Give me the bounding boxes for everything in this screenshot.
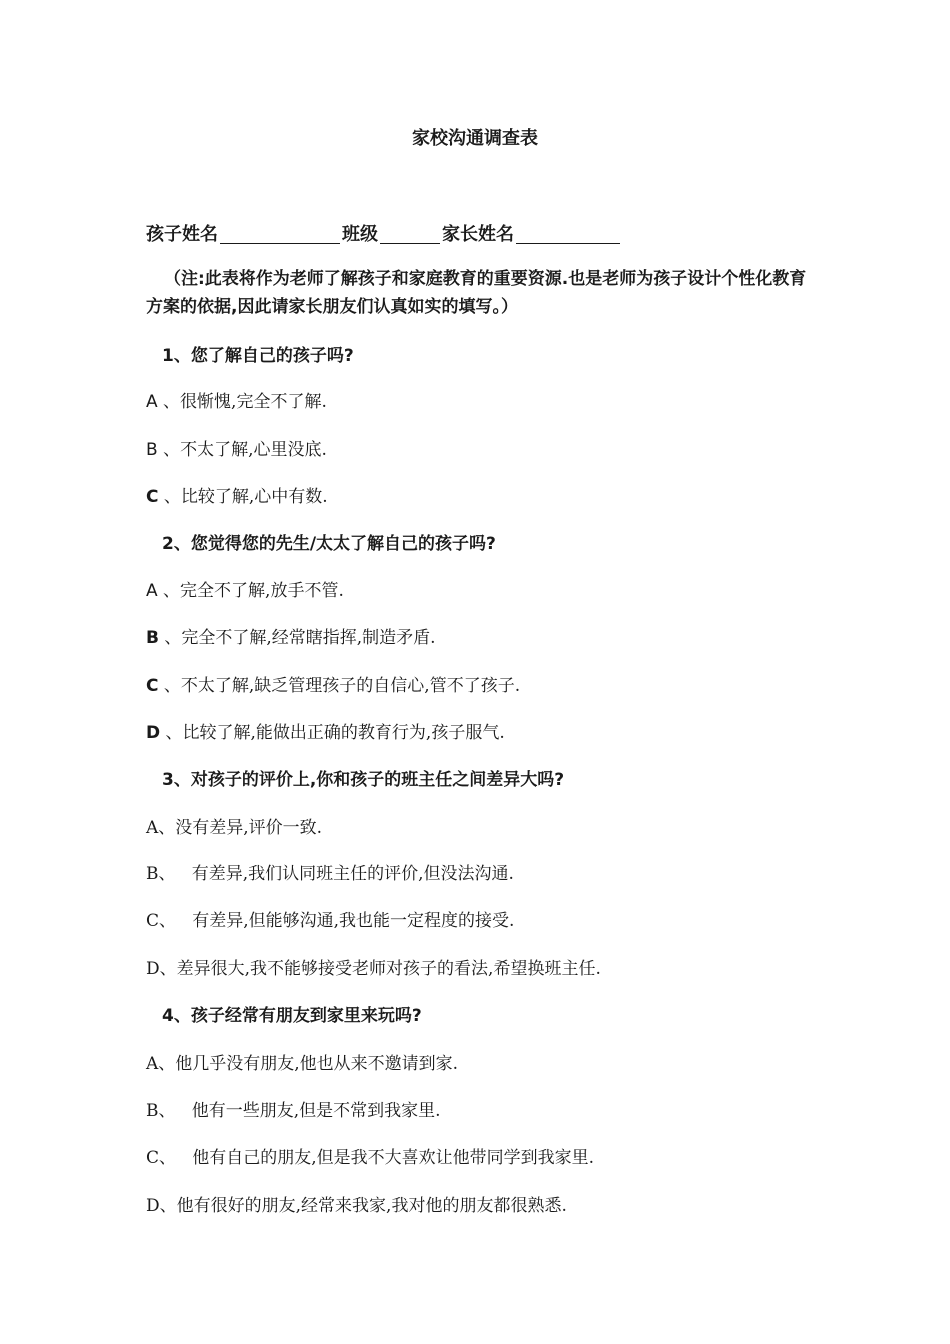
option-text: 他有很好的朋友,经常来我家,我对他的朋友都很熟悉. — [176, 1196, 567, 1216]
option-text: 差异很大,我不能够接受老师对孩子的看法,希望换班主任. — [176, 959, 601, 979]
option-letter: A — [146, 1054, 159, 1074]
info-line — [146, 220, 622, 246]
option-4a: A、他几乎没有朋友,他也从来不邀请到家. — [146, 1054, 459, 1074]
option-letter: C — [146, 487, 159, 507]
option-3b: B、 有差异,我们认同班主任的评价,但没法沟通. — [146, 864, 514, 884]
option-text: 比较了解,心中有数. — [180, 487, 328, 507]
option-letter: A — [146, 392, 158, 412]
question-1: 1、您了解自己的孩子吗? — [162, 346, 354, 366]
option-4c: C、 他有自己的朋友,但是我不大喜欢让他带同学到我家里. — [146, 1148, 595, 1168]
option-1c: C 、比较了解,心中有数. — [146, 487, 328, 507]
question-4: 4、孩子经常有朋友到家里来玩吗? — [162, 1006, 422, 1026]
option-letter: A — [146, 581, 158, 601]
option-letter: B — [146, 628, 159, 648]
option-text: 他有一些朋友,但是不常到我家里. — [191, 1101, 441, 1121]
option-text: 有差异,但能够沟通,我也能一定程度的接受. — [192, 911, 515, 931]
option-text: 完全不了解,经常瞎指挥,制造矛盾. — [181, 628, 436, 648]
option-letter: C — [146, 1148, 160, 1168]
option-text: 比较了解,能做出正确的教育行为,孩子服气. — [182, 723, 505, 743]
child-name-label: 孩子姓名 — [146, 224, 218, 245]
page-title: 家校沟通调查表 — [412, 128, 538, 149]
option-letter: D — [146, 723, 161, 743]
parent-name-label: 家长姓名 — [442, 224, 514, 245]
option-letter: B — [146, 864, 159, 884]
option-letter: D — [146, 959, 160, 979]
question-3: 3、对孩子的评价上,你和孩子的班主任之间差异大吗? — [162, 770, 565, 790]
option-letter: C — [146, 911, 160, 931]
option-2d: D 、比较了解,能做出正确的教育行为,孩子服气. — [146, 723, 505, 743]
option-letter: D — [146, 1196, 160, 1216]
option-1b: B 、不太了解,心里没底. — [146, 440, 327, 460]
question-2: 2、您觉得您的先生/太太了解自己的孩子吗? — [162, 534, 496, 554]
option-letter: B — [146, 440, 158, 460]
option-2a: A 、完全不了解,放手不管. — [146, 581, 344, 601]
option-4d: D、他有很好的朋友,经常来我家,我对他的朋友都很熟悉. — [146, 1196, 567, 1216]
class-label: 班级 — [342, 224, 378, 245]
note-paragraph: （注:此表将作为老师了解孩子和家庭教育的重要资源.也是老师为孩子设计个性化教育方案的依据,因此请家长朋友们认真如实的填写。） — [146, 269, 807, 317]
option-text: 他有自己的朋友,但是我不大喜欢让他带同学到我家里. — [192, 1148, 595, 1168]
option-text: 不太了解,心里没底. — [180, 440, 327, 460]
option-2c: C 、不太了解,缺乏管理孩子的自信心,管不了孩子. — [146, 676, 521, 696]
option-2b: B 、完全不了解,经常瞎指挥,制造矛盾. — [146, 628, 436, 648]
option-1a: A 、很惭愧,完全不了解. — [146, 392, 327, 412]
class-blank[interactable] — [380, 223, 440, 244]
option-letter: A — [146, 818, 159, 838]
parent-name-blank[interactable] — [516, 223, 620, 244]
option-text: 他几乎没有朋友,他也从来不邀请到家. — [175, 1054, 459, 1074]
option-text: 完全不了解,放手不管. — [180, 581, 344, 601]
option-3c: C、 有差异,但能够沟通,我也能一定程度的接受. — [146, 911, 515, 931]
option-4b: B、 他有一些朋友,但是不常到我家里. — [146, 1101, 441, 1121]
child-name-blank[interactable] — [220, 223, 340, 244]
option-letter: B — [146, 1101, 159, 1121]
option-text: 很惭愧,完全不了解. — [180, 392, 327, 412]
option-3a: A、没有差异,评价一致. — [146, 818, 323, 838]
option-text: 有差异,我们认同班主任的评价,但没法沟通. — [191, 864, 514, 884]
option-text: 没有差异,评价一致. — [175, 818, 323, 838]
option-letter: C — [146, 676, 159, 696]
option-3d: D、差异很大,我不能够接受老师对孩子的看法,希望换班主任. — [146, 959, 601, 979]
option-text: 不太了解,缺乏管理孩子的自信心,管不了孩子. — [180, 676, 521, 696]
